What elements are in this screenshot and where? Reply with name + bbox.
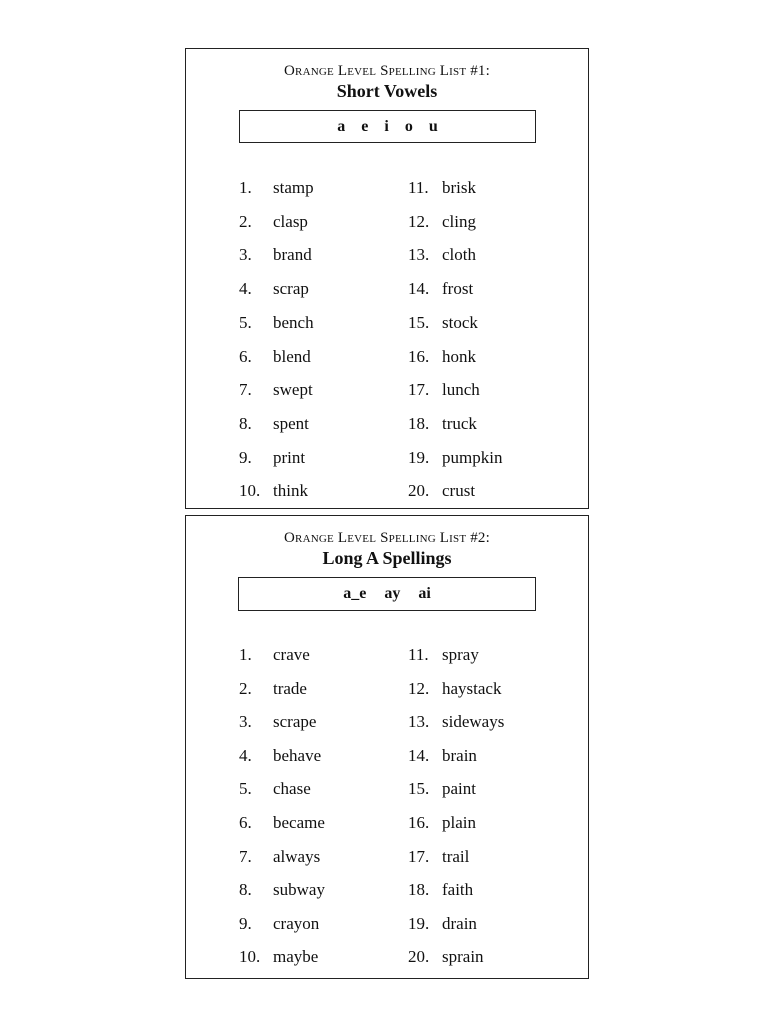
spelling-word: drain [442,913,477,933]
pattern-box [238,577,536,611]
word-list [239,638,569,968]
word-row [408,441,502,475]
spelling-word: cloth [442,245,476,265]
spelling-word: brisk [442,178,476,197]
word-row [408,672,501,706]
spelling-list-card-1 [185,48,589,509]
list-kicker: Orange Level Spelling List #1: [284,63,490,79]
word-number: 9. [239,447,252,467]
word-row [408,238,476,272]
spelling-word: crust [442,481,476,501]
word-number: 5. [239,779,252,799]
spelling-word: stock [442,312,478,332]
word-number: 13. [408,712,430,732]
spelling-word: pumpkin [442,447,503,467]
word-row [239,205,308,239]
word-row [239,672,307,706]
word-number: 16. [408,813,430,832]
word-row [408,873,473,907]
spelling-word: frost [442,279,474,299]
word-row [408,638,479,672]
word-row [239,407,309,441]
spelling-word: truck [442,413,477,433]
word-row [408,407,477,441]
word-number: 8. [239,413,252,433]
word-number: 1. [239,645,252,664]
spelling-word: became [273,813,325,832]
word-number: 12. [408,678,430,698]
spelling-word: think [273,481,308,501]
word-number: 18. [408,880,430,900]
spelling-word: cling [442,211,476,231]
word-row [408,907,477,941]
word-row [408,171,476,205]
word-row [239,705,316,739]
pattern-box [239,110,536,143]
spelling-word: paint [442,779,476,799]
word-row [408,474,475,508]
spelling-word: crayon [273,913,320,933]
word-number: 4. [239,745,252,765]
word-number: 15. [408,779,430,799]
word-number: 14. [408,279,430,299]
word-row [239,940,318,974]
word-number: 3. [239,712,252,732]
word-row [239,340,311,374]
word-number: 17. [408,380,430,400]
word-number: 7. [239,846,252,866]
word-number: 19. [408,913,430,933]
pattern-label: ay [384,585,401,602]
spelling-word: spray [442,645,479,664]
spelling-word: spent [273,413,309,433]
word-row [239,272,309,306]
word-number: 18. [408,413,430,433]
pattern-label: i [384,117,389,135]
word-row [408,205,476,239]
word-number: 14. [408,745,430,765]
word-row [239,873,325,907]
spelling-word: trade [273,678,307,698]
word-number: 7. [239,380,252,400]
spelling-word: blend [273,346,311,366]
pattern-label: a [337,117,346,135]
spelling-word: sprain [442,947,484,967]
spelling-word: always [273,846,321,866]
word-row [239,739,321,773]
list-kicker: Orange Level Spelling List #2: [284,530,490,546]
word-row [408,373,480,407]
word-number: 12. [408,211,430,231]
spelling-word: trail [442,846,470,866]
word-number: 10. [239,481,261,501]
word-number: 8. [239,880,252,900]
spelling-word: plain [442,813,476,832]
spelling-word: stamp [273,178,314,197]
word-number: 15. [408,312,430,332]
spelling-word: scrape [273,712,317,732]
word-row [239,638,310,672]
word-number: 13. [408,245,430,265]
word-row [239,441,305,475]
spelling-word: maybe [273,947,319,967]
word-row [408,306,478,340]
word-row [239,840,320,874]
word-number: 2. [239,211,252,231]
word-row [239,806,325,840]
spelling-word: scrap [273,279,309,299]
word-row [239,171,314,205]
word-row [239,306,314,340]
word-row [408,739,477,773]
word-list [239,171,569,501]
word-row [408,840,469,874]
word-row [239,373,313,407]
word-number: 20. [408,947,430,967]
word-number: 10. [239,947,261,967]
word-number: 2. [239,678,252,698]
word-number: 17. [408,846,430,866]
word-row [239,907,319,941]
pattern-label: e [361,117,369,135]
spelling-word: swept [273,380,313,400]
pattern-label: ai [418,585,431,602]
spelling-word: chase [273,779,311,799]
pattern-label: u [428,117,438,135]
spelling-word: subway [273,880,325,900]
word-number: 6. [239,346,252,366]
spelling-word: faith [442,880,474,900]
word-number: 9. [239,913,252,933]
word-number: 16. [408,346,430,366]
word-number: 4. [239,279,252,299]
spelling-word: haystack [442,678,502,698]
spelling-list-card-2 [185,515,589,979]
spelling-word: bench [273,312,314,332]
spelling-word: sideways [442,712,505,732]
word-number: 1. [239,178,252,197]
list-title: Short Vowels [336,81,438,101]
word-number: 11. [408,178,429,197]
word-number: 19. [408,447,430,467]
spelling-word: honk [442,346,476,366]
word-row [408,340,476,374]
spelling-word: brand [273,245,312,265]
word-number: 5. [239,312,252,332]
word-row [239,772,311,806]
word-row [239,474,308,508]
list-title: Long A Spellings [322,548,452,568]
spelling-word: print [273,447,306,467]
pattern-label: a_e [343,585,367,602]
word-number: 11. [408,645,429,664]
spelling-word: behave [273,745,322,765]
spelling-word: lunch [442,380,480,400]
word-number: 20. [408,481,430,501]
spelling-word: clasp [273,211,308,231]
word-row [408,272,473,306]
pattern-label: o [404,117,413,135]
word-row [408,940,484,974]
word-number: 3. [239,245,252,265]
word-row [408,705,504,739]
spelling-word: crave [273,645,310,664]
word-row [239,238,312,272]
word-row [408,772,476,806]
spelling-word: brain [442,745,477,765]
word-row [408,806,476,840]
word-number: 6. [239,813,252,832]
